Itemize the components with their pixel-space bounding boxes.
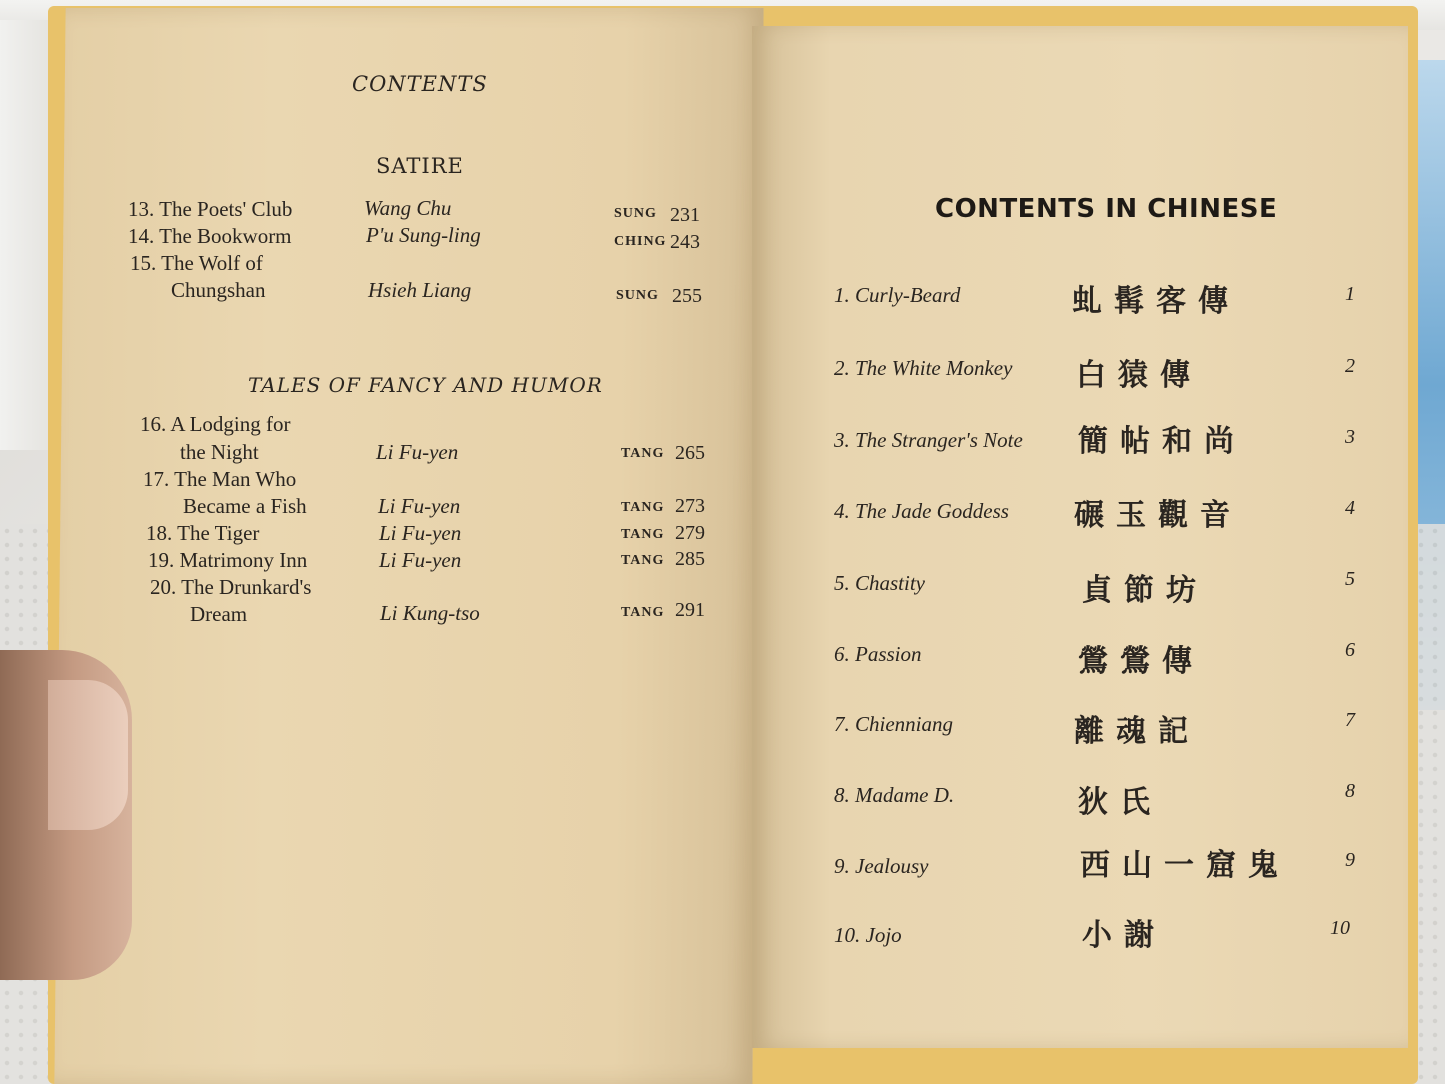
entry-title: 20. The Drunkard's	[150, 575, 312, 599]
entry-author: Li Fu-yen	[379, 548, 462, 572]
chinese-entry-title: 6. Passion	[834, 642, 922, 666]
chinese-entry-title: 4. The Jade Goddess	[834, 499, 1009, 523]
chinese-entry-page: 8	[1345, 780, 1355, 802]
entry-title-continued: the Night	[180, 440, 259, 464]
chinese-entry-page: 9	[1345, 849, 1355, 871]
chinese-entry-characters: 西山一窟鬼	[1080, 848, 1290, 883]
entry-title-continued: Dream	[190, 602, 248, 626]
chinese-entry-page: 6	[1345, 639, 1355, 661]
entry-title-continued: Became a Fish	[183, 494, 307, 518]
chinese-entry-characters: 狄氏	[1078, 785, 1162, 820]
chinese-entry-title: 10. Jojo	[834, 923, 902, 947]
chinese-entry-page: 5	[1345, 568, 1355, 590]
chinese-entry-page: 7	[1345, 709, 1355, 731]
section-title-satire: SATIRE	[376, 154, 464, 178]
chinese-entry-title: 1. Curly-Beard	[834, 283, 961, 307]
entry-author: Li Fu-yen	[379, 521, 462, 545]
right-page	[752, 26, 1408, 1048]
chinese-entry-characters: 離魂記	[1074, 714, 1200, 749]
chinese-entry-characters: 碾玉觀音	[1074, 498, 1242, 533]
chinese-entry-characters: 白猿傳	[1076, 358, 1202, 393]
thumbnail-highlight	[48, 680, 128, 830]
entry-dynasty: CHING	[614, 234, 667, 249]
entry-dynasty: TANG	[621, 500, 665, 515]
chinese-entry-page: 10	[1330, 917, 1350, 939]
entry-dynasty: TANG	[621, 527, 665, 542]
entry-dynasty: SUNG	[616, 288, 659, 303]
chinese-entry-characters: 虬髯客傳	[1072, 284, 1240, 319]
chinese-entry-characters: 簡帖和尚	[1078, 424, 1246, 459]
entry-title: 18. The Tiger	[146, 521, 260, 545]
contents-in-chinese-heading: CONTENTS IN CHINESE	[935, 194, 1278, 224]
entry-author: Li Fu-yen	[378, 494, 461, 518]
chinese-entry-characters: 鶯鶯傳	[1078, 644, 1204, 679]
entry-dynasty: TANG	[621, 605, 665, 620]
entry-page: 285	[675, 548, 705, 570]
chinese-entry-characters: 貞節坊	[1082, 573, 1208, 608]
chinese-entry-page: 4	[1345, 497, 1355, 519]
chinese-entry-title: 8. Madame D.	[834, 783, 955, 807]
entry-page: 291	[675, 599, 705, 621]
entry-page: 273	[675, 495, 705, 517]
entry-page: 231	[670, 204, 700, 226]
chinese-entry-title: 3. The Stranger's Note	[834, 428, 1023, 452]
entry-dynasty: SUNG	[614, 206, 657, 221]
entry-title: 17. The Man Who	[143, 467, 297, 491]
entry-author: Li Fu-yen	[376, 440, 459, 464]
entry-dynasty: TANG	[621, 446, 665, 461]
entry-title: 19. Matrimony Inn	[148, 548, 308, 572]
entry-page: 279	[675, 522, 705, 544]
section-title-tales: TALES OF FANCY AND HUMOR	[248, 373, 603, 397]
chinese-entry-page: 1	[1345, 283, 1355, 305]
entry-dynasty: TANG	[621, 553, 665, 568]
chinese-entry-title: 9. Jealousy	[834, 854, 929, 878]
entry-author: Li Kung-tso	[380, 601, 480, 625]
entry-page: 265	[675, 442, 705, 464]
entry-title: 15. The Wolf of	[130, 251, 263, 275]
entry-title: 16. A Lodging for	[140, 412, 291, 436]
entry-author: Wang Chu	[364, 196, 452, 220]
chinese-entry-page: 2	[1345, 355, 1355, 377]
chinese-entry-title: 7. Chienniang	[834, 712, 953, 736]
entry-title: 14. The Bookworm	[128, 224, 292, 248]
entry-page: 243	[670, 231, 700, 253]
entry-page: 255	[672, 285, 702, 307]
chinese-entry-title: 5. Chastity	[834, 571, 926, 595]
entry-author: P'u Sung-ling	[366, 223, 481, 247]
chinese-entry-characters: 小謝	[1082, 918, 1166, 953]
entry-title: 13. The Poets' Club	[128, 197, 293, 221]
contents-heading: CONTENTS	[352, 72, 488, 96]
chinese-entry-title: 2. The White Monkey	[834, 356, 1013, 380]
entry-title-continued: Chungshan	[171, 278, 266, 302]
chinese-entry-page: 3	[1345, 426, 1355, 448]
entry-author: Hsieh Liang	[368, 278, 472, 302]
